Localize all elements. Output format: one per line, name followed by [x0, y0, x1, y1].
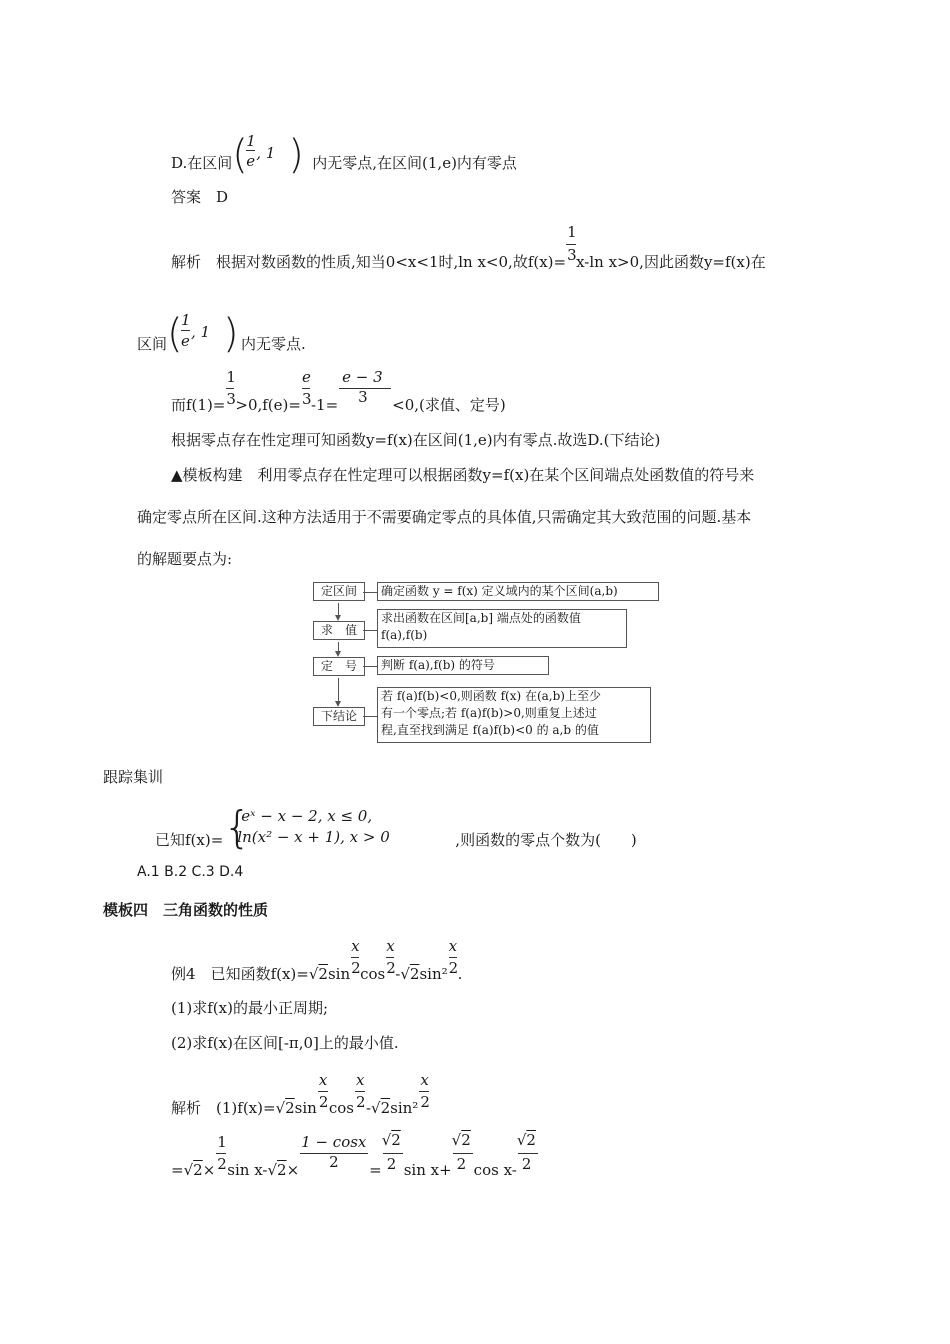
frac-num: e − 3 [342, 368, 383, 386]
fe-text: >0,f(e)= [235, 396, 301, 414]
solution-line-1 [171, 1071, 430, 1118]
connector-line [363, 666, 377, 667]
frac-den: 3 [567, 246, 577, 264]
evaluate-desc-2: f(a),f(b) [381, 628, 428, 642]
tracking-heading: 跟踪集训 [103, 768, 164, 786]
frac-den: 3 [358, 388, 368, 406]
left-brace-icon: { [223, 802, 252, 853]
step-conclude: 下结论 [313, 707, 365, 726]
step-determine-sign-desc: 判断 f(a),f(b) 的符号 [377, 656, 549, 675]
piecewise-function [223, 802, 393, 853]
analysis-line-4: 根据零点存在性定理可知函数y=f(x)在区间(1,e)内有零点.故选D.(下结论) [171, 431, 661, 449]
fraction-f2 [301, 368, 312, 415]
analysis2-prefix: 区间 [137, 335, 168, 353]
interval-den: e [246, 152, 256, 170]
section-title: 模板四 三角函数的性质 [103, 901, 269, 919]
piecewise-case-1: eˣ − x − 2, x ≤ 0, [241, 807, 373, 825]
analysis-label: 解析 [171, 253, 202, 271]
template-line-3: 的解题要点为: [137, 550, 233, 568]
example4-label: 例4 [171, 965, 196, 983]
example4-question-2: (2)求f(x)在区间[-π,0]上的最小值. [171, 1034, 399, 1052]
right-paren-icon: ) [288, 132, 304, 178]
left-paren-icon: ( [167, 311, 183, 357]
fraction-f1 [225, 368, 236, 415]
example4-line [171, 937, 463, 984]
interval-notation [167, 311, 241, 357]
tracking-suffix: ,则函数的零点个数为( ) [455, 831, 637, 849]
option-d-prefix: D.在区间 [171, 154, 233, 172]
frac-den: 3 [226, 390, 236, 408]
analysis-line-3 [171, 368, 506, 415]
evaluate-desc-1: 求出函数在区间[a,b] 端点处的函数值 [381, 611, 581, 625]
answer-line [171, 187, 228, 207]
step-evaluate-desc [377, 609, 627, 648]
interval-notation [232, 132, 312, 178]
interval-den: e [181, 332, 190, 350]
fraction-f3 [338, 368, 392, 415]
example4-text: 已知函数f(x)= [210, 965, 309, 983]
minus-one-text: -1= [310, 396, 339, 414]
solution-formula-1: √2sin $\frac{x}{2}$ cos $\frac{x}{2}$ -√2sin² $\frac{x}{2}$ [275, 1071, 430, 1117]
connector-line [363, 716, 377, 717]
step-evaluate: 求 值 [313, 621, 365, 640]
arrow-line [338, 678, 339, 703]
solution-line-2 [171, 1131, 539, 1180]
answer-value: D [216, 188, 229, 206]
answer-label: 答案 [171, 188, 202, 206]
analysis-line-2 [137, 311, 306, 357]
interval-rest: , 1 [191, 323, 211, 341]
solution-part: (1)f(x)= [216, 1099, 276, 1117]
option-d-line [171, 132, 517, 178]
tracking-options: A.1 B.2 C.3 D.4 [137, 864, 244, 880]
template-line-1: ▲模板构建 利用零点存在性定理可以根据函数y=f(x)在某个区间端点处函数值的符号来 [171, 466, 755, 484]
template-line-2: 确定零点所在区间.这种方法适用于不需要确定零点的具体值,只需确定其大致范围的问题.基本 [137, 508, 752, 526]
frac-den: 3 [301, 390, 312, 408]
tracking-prefix: 已知f(x)= [155, 831, 224, 849]
example4-question-1: (1)求f(x)的最小正周期; [171, 999, 329, 1017]
frac-num: e [301, 368, 311, 386]
piecewise-case-2: ln(x² − x + 1), x > 0 [237, 828, 390, 846]
option-d-suffix: 内无零点,在区间(1,e)内有零点 [312, 154, 517, 172]
connector-line [363, 630, 377, 631]
interval-num: 1 [181, 311, 191, 329]
right-paren-icon: ) [223, 311, 239, 357]
step-conclude-desc [377, 687, 651, 743]
solution-label: 解析 [171, 1099, 202, 1117]
conclude-desc-1: 若 f(a)f(b)<0,则函数 f(x) 在(a,b)上至少 [381, 689, 601, 703]
step-define-interval-desc: 确定函数 y = f(x) 定义域内的某个区间(a,b) [377, 582, 659, 601]
fraction-one-third [566, 223, 577, 272]
sign-text: <0,(求值、定号) [392, 396, 506, 414]
analysis2-suffix: 内无零点. [241, 335, 306, 353]
frac-num: 1 [567, 223, 577, 241]
step-define-interval: 定区间 [313, 582, 365, 601]
interval-num: 1 [246, 132, 256, 150]
connector-line [363, 592, 377, 593]
frac-num: 1 [226, 368, 236, 386]
solution-formula-2: =√2× $\frac{1}{2}$ sin x-√2× $\frac{1 - \cos x}{2}$ = $\frac{√2}{2}$ sin x+ $\frac{√2}{2}$ cos x- $\frac{√2}{2}$ [171, 1131, 536, 1179]
conclude-desc-3: 程,直至找到满足 f(a)f(b)<0 的 a,b 的值 [381, 723, 599, 737]
flowchart [311, 580, 661, 748]
analysis-text-a: 根据对数函数的性质,知当0<x<1时,ln x<0,故f(x)= [216, 253, 567, 271]
conclude-desc-2: 有一个零点;若 f(a)f(b)>0,则重复上述过 [381, 706, 597, 720]
f1-text: 而f(1)= [171, 396, 226, 414]
left-paren-icon: ( [232, 132, 248, 178]
interval-rest: , 1 [256, 144, 276, 162]
analysis-line-1 [171, 223, 766, 272]
tracking-problem [155, 802, 637, 853]
analysis-text-b: x-ln x>0,因此函数y=f(x)在 [576, 253, 766, 271]
example4-formula: √2sin $\frac{x}{2}$ cos $\frac{x}{2}$ -√2sin² $\frac{x}{2}$ . [308, 937, 463, 983]
step-determine-sign: 定 号 [313, 657, 365, 676]
